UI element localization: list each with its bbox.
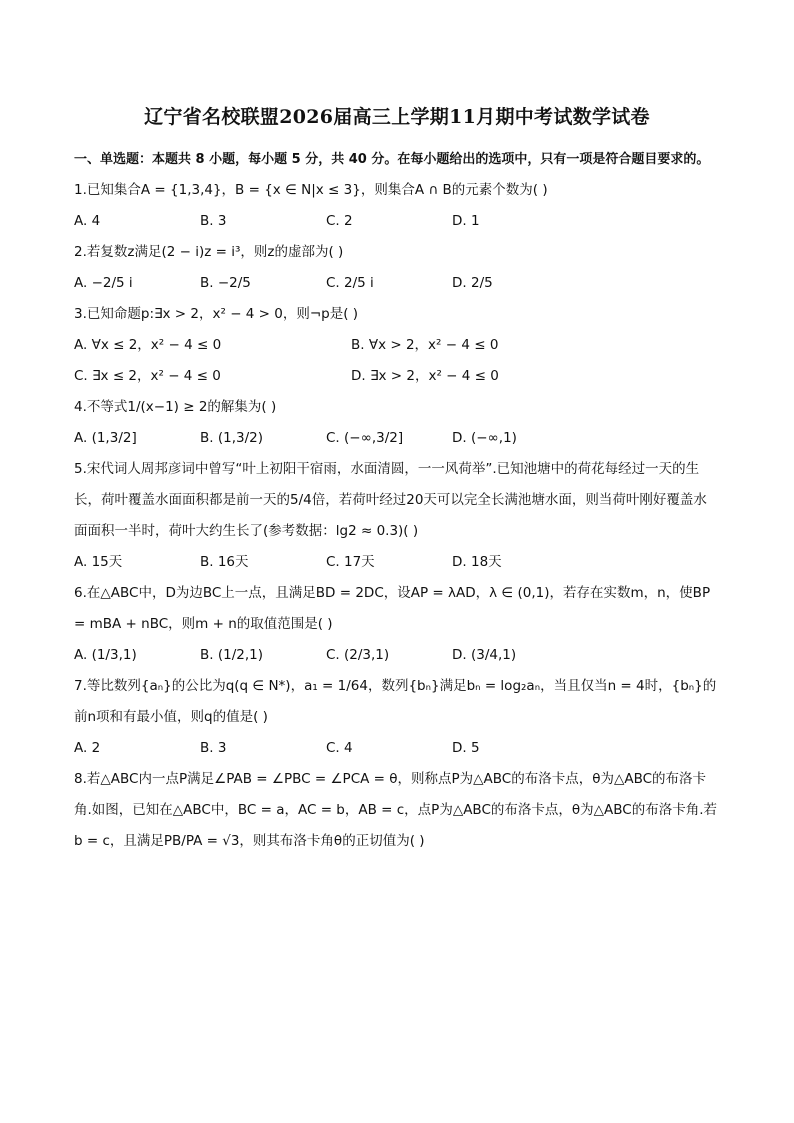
option-b[interactable]: B. ∀x > 2，x² − 4 ≤ 0: [351, 337, 499, 353]
exam-title: 辽宁省名校联盟2026届高三上学期11月期中考试数学试卷: [144, 106, 650, 128]
option-d[interactable]: D. (−∞,1): [452, 430, 517, 446]
question-8-stem: 8.若△ABC内一点P满足∠PAB = ∠PBC = ∠PCA = θ，则称点P为△ABC的布洛卡点，θ为△ABC的布洛卡角.如图，已知在△ABC中，BC = a，AC = b，AB = c，点P为△ABC的布洛卡点，θ为△ABC的布洛卡角.若b = c，且满足PB/PA = √3，则其布洛卡角θ的正切值为( ): [74, 771, 718, 849]
question-3-options-row-2: [74, 361, 720, 392]
question-7: [74, 671, 720, 764]
option-a[interactable]: A. (1,3/2]: [74, 430, 137, 446]
question-1-stem: 1.已知集合A = {1,3,4}，B = {x ∈ N|x ≤ 3}，则集合A ∩ B的元素个数为( ): [74, 182, 548, 198]
question-4-stem: 4.不等式1/(x−1) ≥ 2的解集为( ): [74, 399, 277, 415]
option-c[interactable]: C. (2/3,1): [326, 647, 390, 663]
option-d[interactable]: D. ∃x > 2，x² − 4 ≤ 0: [351, 368, 499, 384]
question-4: [74, 392, 720, 454]
question-1-options: [74, 206, 720, 237]
section-heading: 一、单选题：本题共 8 小题，每小题 5 分，共 40 分。在每小题给出的选项中，只有一项是符合题目要求的。: [74, 152, 710, 167]
option-a[interactable]: A. ∀x ≤ 2，x² − 4 ≤ 0: [74, 337, 222, 353]
option-c[interactable]: C. 2: [326, 213, 353, 229]
option-b[interactable]: B. (1/2,1): [200, 647, 263, 663]
question-3: [74, 299, 720, 392]
question-2-options: [74, 268, 720, 299]
question-3-options-row-1: [74, 330, 720, 361]
question-3-stem: 3.已知命题p:∃x > 2，x² − 4 > 0，则¬p是( ): [74, 306, 359, 322]
option-a[interactable]: A. 2: [74, 740, 101, 756]
question-6: [74, 578, 720, 671]
option-a[interactable]: A. (1/3,1): [74, 647, 137, 663]
question-5-options: [74, 547, 720, 578]
option-b[interactable]: B. 3: [200, 740, 227, 756]
question-5: [74, 454, 720, 578]
question-2-stem: 2.若复数z满足(2 − i)z = i³，则z的虚部为( ): [74, 244, 344, 260]
option-d[interactable]: D. (3/4,1): [452, 647, 517, 663]
question-7-options: [74, 733, 720, 764]
question-7-stem: 7.等比数列{aₙ}的公比为q(q ∈ N*)，a₁ = 1/64，数列{bₙ}满足bₙ = log₂aₙ，当且仅当n = 4时，{bₙ}的前n项和有最小值，则q的值是( ): [74, 678, 717, 725]
option-b[interactable]: B. 16天: [200, 554, 249, 570]
option-d[interactable]: D. 1: [452, 213, 480, 229]
option-c[interactable]: C. ∃x ≤ 2，x² − 4 ≤ 0: [74, 368, 221, 384]
question-2: [74, 237, 720, 299]
option-c[interactable]: C. 17天: [326, 554, 375, 570]
question-8: [74, 764, 720, 857]
option-c[interactable]: C. 2/5 i: [326, 275, 374, 291]
option-c[interactable]: C. (−∞,3/2]: [326, 430, 404, 446]
option-b[interactable]: B. 3: [200, 213, 227, 229]
option-a[interactable]: A. 4: [74, 213, 101, 229]
option-d[interactable]: D. 18天: [452, 554, 502, 570]
option-a[interactable]: A. 15天: [74, 554, 123, 570]
question-1: [74, 175, 720, 237]
option-a[interactable]: A. −2/5 i: [74, 275, 133, 291]
option-c[interactable]: C. 4: [326, 740, 353, 756]
option-d[interactable]: D. 2/5: [452, 275, 493, 291]
question-6-stem: 6.在△ABC中，D为边BC上一点，且满足BD = 2DC，设AP = λAD，λ ∈ (0,1)，若存在实数m，n，使BP = mBA + nBC，则m + n的取值范围是( ): [74, 585, 711, 632]
question-5-stem: 5.宋代词人周邦彦词中曾写“叶上初阳干宿雨，水面清圆，一一风荷举”.已知池塘中的荷花每经过一天的生长，荷叶覆盖水面面积都是前一天的5/4倍，若荷叶经过20天可以完全长满池塘水面，则当荷叶刚好覆盖水面面积一半时，荷叶大约生长了(参考数据：lg2 ≈ 0.3)( ): [74, 461, 707, 539]
question-4-options: [74, 423, 720, 454]
option-b[interactable]: B. (1,3/2): [200, 430, 263, 446]
option-b[interactable]: B. −2/5: [200, 275, 251, 291]
question-6-options: [74, 640, 720, 671]
option-d[interactable]: D. 5: [452, 740, 480, 756]
